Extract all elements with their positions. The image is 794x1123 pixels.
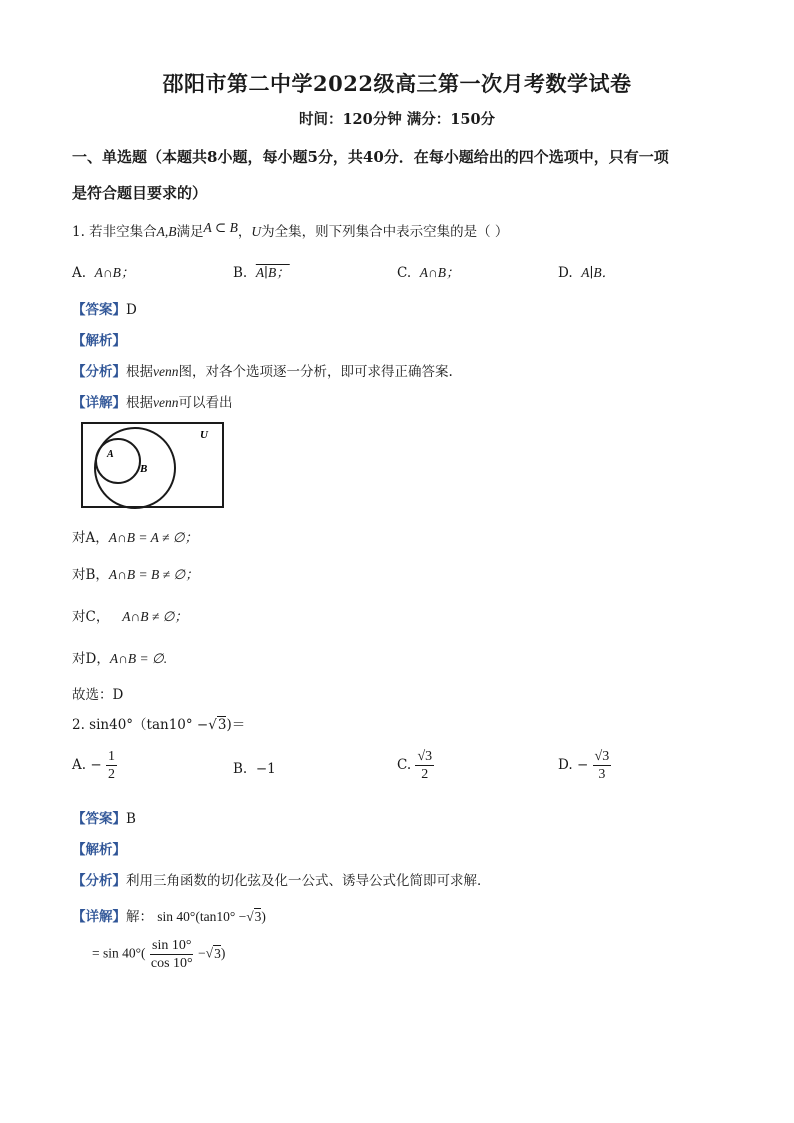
q1-stem-suffix: 为全集，则下列集合中表示空集的是（ ） (261, 224, 509, 240)
q2-option-d-fraction (593, 748, 612, 783)
q1-option-a-expr: A∩B； (94, 265, 135, 280)
q1-fenxi (72, 360, 453, 380)
q1-fenxi-label: 【分析】 (72, 364, 126, 380)
q1-case-b (72, 563, 199, 583)
q2-xiangjie-label: 【详解】 (72, 909, 126, 925)
q2-fenxi (72, 869, 491, 889)
q1-analysis-label: 【解析】 (72, 333, 126, 349)
venn-circle-a (96, 439, 140, 483)
section-heading-line2: 是符合题目要求的） (72, 184, 208, 202)
q1-option-a-letter: A. (72, 265, 87, 281)
page-title: 邵阳市第二中学2022级高三第一次月考数学试卷 (162, 71, 632, 96)
q2-option-a-letter: A. (72, 757, 87, 773)
q1-stem (72, 220, 508, 240)
q1-option-c-expr: A∩B； (419, 265, 460, 280)
q1-xiangjie-text1: 根据 (126, 395, 153, 411)
q2-stem-a: 2. sin40°（tan10° − (72, 717, 209, 733)
q2-analysis-label: 【解析】 (72, 842, 126, 858)
q2-option-c-fraction (415, 748, 434, 783)
q1-fenxi-text1: 根据 (126, 364, 153, 380)
q1-conclusion: 故选：D (72, 687, 124, 703)
q1-case-a-prefix: 对A， (72, 530, 109, 546)
q1-case-b-expr: A∩B = B ≠ ∅； (108, 567, 199, 582)
q2-stem-sqrt: 3 (217, 717, 227, 733)
q2-option-a-den: 2 (107, 767, 115, 782)
q1-option-d-letter: D. (558, 265, 573, 281)
venn-label-a: A (107, 449, 114, 460)
q1-case-a-expr: A∩B = A ≠ ∅； (108, 530, 199, 545)
q2-option-a (72, 748, 117, 783)
q2-option-b (233, 761, 276, 777)
q2-stem: 2. sin40°（tan10° −√3)＝ (72, 717, 246, 733)
q2-step1: sin 40°(tan10° −√3) (157, 909, 266, 924)
q2-fenxi-label: 【分析】 (72, 873, 126, 889)
q2-step1-a: sin 40°(tan10° − (157, 909, 247, 924)
section-heading-line1: 一、单选题（本题共8小题，每小题5分，共40分．在每小题给出的四个选项中，只有一项 (72, 148, 669, 166)
q2-option-a-fraction (106, 748, 117, 783)
q2-option-c-num: √3 (417, 749, 433, 764)
q2-stem-b: )＝ (226, 717, 246, 733)
q2-xiangjie (72, 905, 266, 925)
q1-option-c-letter: C. (397, 265, 412, 281)
q2-step2-den: cos 10° (150, 956, 193, 971)
q1-option-c (397, 261, 459, 281)
q2-step1-b: ) (261, 909, 266, 924)
q2-option-c (397, 748, 434, 783)
q2-option-d-sign: − (576, 757, 589, 773)
q1-stem-comma: ， (237, 224, 252, 240)
venn-circle-b (95, 428, 175, 508)
q2-option-d-den: 3 (598, 767, 606, 782)
q1-case-d-expr: A∩B = ∅. (109, 651, 168, 666)
q2-option-d-num: √3 (594, 749, 610, 764)
q2-option-c-letter: C. (397, 757, 412, 773)
q1-case-c (72, 605, 188, 625)
q1-option-b-expr: A∣B； (255, 265, 290, 280)
q1-xiangjie-text2: 可以看出 (178, 395, 233, 411)
q2-answer-label: 【答案】 (72, 811, 126, 827)
venn-label-u: U (200, 429, 208, 441)
q1-answer-label: 【答案】 (72, 302, 126, 318)
q2-step2-fraction (149, 937, 195, 972)
q1-stem-relation: A ⊂ B (203, 220, 238, 235)
q2-step2-num: sin 10° (152, 938, 192, 953)
q1-option-b (233, 261, 290, 281)
q1-case-a (72, 526, 198, 546)
q1-case-c-prefix: 对C， (72, 609, 110, 625)
q2-step2-minus: − (198, 945, 206, 961)
q1-answer (72, 298, 137, 318)
venn-label-b: B (140, 463, 148, 475)
q1-stem-vars: A,B (156, 224, 177, 239)
q1-option-d-expr: A∣B． (581, 265, 616, 280)
q1-fenxi-text2: 图，对各个选项逐一分析，即可求得正确答案. (178, 364, 453, 380)
venn-diagram (80, 420, 228, 512)
q1-fenxi-venn: venn (153, 364, 179, 379)
q2-fenxi-text: 利用三角函数的切化弦及化一公式、诱导公式化简即可求解． (126, 873, 491, 889)
q2-option-c-den: 2 (421, 767, 429, 782)
q2-option-a-num: 1 (107, 749, 115, 764)
q2-xiangjie-prefix: 解： (126, 909, 153, 925)
q1-option-a (72, 261, 134, 281)
q2-step2-a: = sin 40°( (92, 945, 146, 961)
q2-option-d (558, 748, 611, 783)
q1-option-b-letter: B. (233, 265, 248, 281)
q2-option-b-text: −1 (255, 761, 276, 777)
q2-answer-value: B (126, 811, 136, 827)
q2-answer (72, 807, 136, 827)
q1-option-d (558, 261, 615, 281)
q1-xiangjie (72, 391, 232, 411)
q2-step2: = sin 40°( $\frac{\sin 10^\circ}{\cos 10^\circ}$ −√3) (92, 938, 226, 971)
q1-answer-value: D (126, 302, 137, 318)
q1-case-d-prefix: 对D， (72, 651, 110, 667)
q1-xiangjie-venn: venn (153, 395, 179, 410)
q1-stem-universe: U (251, 224, 262, 239)
q1-case-d (72, 647, 167, 667)
q1-xiangjie-label: 【详解】 (72, 395, 126, 411)
q2-option-a-sign: − (90, 757, 102, 773)
q2-step2-close: ) (220, 945, 226, 961)
exam-time-score: 时间：120分钟 满分：150分 (298, 111, 496, 128)
q1-stem-mid: 满足 (176, 224, 204, 240)
q1-case-b-prefix: 对B， (72, 567, 109, 583)
q1-case-c-expr: A∩B ≠ ∅； (122, 609, 188, 624)
q1-stem-prefix: 1. 若非空集合 (72, 224, 157, 240)
q2-step2-sqrt: 3 (214, 945, 221, 961)
q2-step1-sqrt: 3 (254, 909, 262, 924)
q2-option-b-letter: B. (233, 761, 248, 777)
q2-option-d-letter: D. (558, 757, 573, 773)
